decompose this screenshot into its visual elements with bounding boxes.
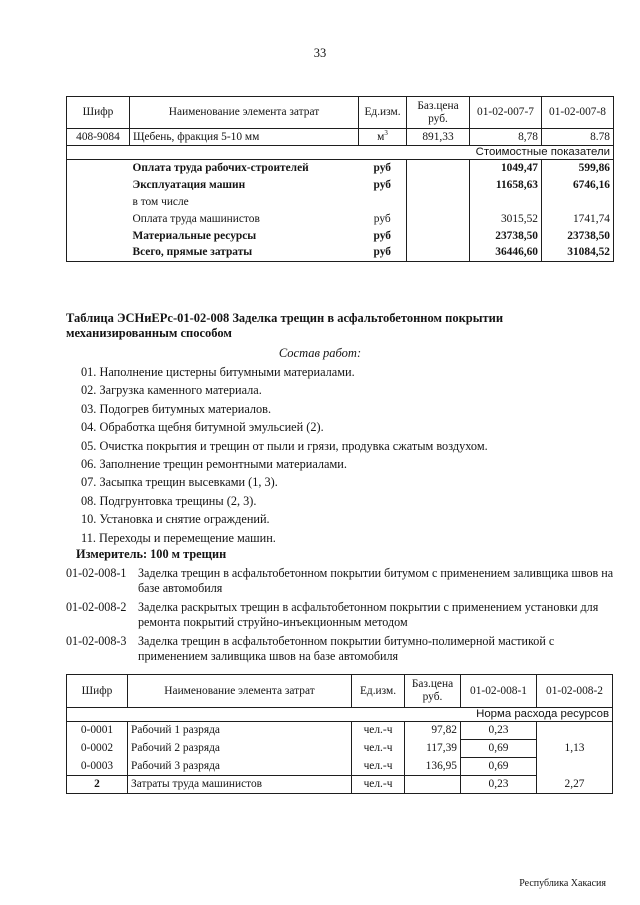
resource-value-col1: 0,69 (461, 758, 537, 776)
table-row (67, 776, 613, 794)
work-composition-list (81, 363, 488, 547)
summary-value-col1: 3015,52 (470, 211, 542, 228)
summary-name: в том числе (132, 195, 189, 208)
resource-base-price: 891,33 (407, 129, 470, 146)
summary-unit: руб (359, 160, 407, 177)
summary-value-col2: 1741,74 (542, 211, 614, 228)
unit-base: м (377, 130, 385, 143)
summary-row (67, 160, 614, 177)
list-item: 06. Заполнение трещин ремонтными материалами. (81, 456, 347, 471)
col-header-01-02-007-7: 01-02-007-7 (470, 97, 542, 129)
resource-name: Затраты труда машинистов (128, 776, 352, 794)
composition-heading: Состав работ: (278, 346, 362, 360)
section-caption-resource-norm: Норма расхода ресурсов (67, 708, 613, 722)
footer-region-name: Республика Хакасия (519, 878, 606, 889)
summary-value-col2: 599,86 (542, 160, 614, 177)
resource-name: Рабочий 2 разряда (128, 740, 352, 758)
table-row (67, 740, 613, 758)
resource-name: Щебень, фракция 5-10 мм (130, 129, 359, 146)
resource-value-col2: 2,27 (537, 776, 613, 794)
col-header-unit: Ед.изм. (359, 97, 407, 129)
norm-definition (66, 566, 618, 595)
list-item: 02. Загрузка каменного материала. (81, 383, 262, 398)
summary-value-col1 (470, 194, 542, 211)
summary-value-col2 (542, 194, 614, 211)
summary-value-col1: 23738,50 (470, 228, 542, 245)
table-header-row (67, 97, 614, 129)
resource-base-price: 97,82 (405, 722, 461, 740)
summary-unit (359, 194, 407, 211)
measurement-unit: Измеритель: 100 м трещин (76, 547, 227, 561)
col-header-01-02-007-8: 01-02-007-8 (542, 97, 614, 129)
resource-value-col1: 0,23 (461, 776, 537, 794)
workers-value-col2: 1,13 (537, 722, 613, 776)
list-item: 11. Переходы и перемещение машин. (81, 530, 276, 545)
summary-unit: руб (359, 211, 407, 228)
norm-description: Заделка трещин в асфальтобетонном покрытии битумно-полимерной мастикой с применением заливщика швов на базе автомобиля (138, 634, 555, 663)
summary-row (67, 194, 614, 211)
col-header-base-price: Баз.цена руб. (407, 97, 470, 129)
table-row (67, 758, 613, 776)
summary-name: Эксплуатация машин (132, 178, 246, 191)
summary-name: Материальные ресурсы (132, 229, 257, 242)
list-item: 08. Подгрунтовка трещины (2, 3). (81, 493, 257, 508)
resource-value-col1: 0,69 (461, 740, 537, 758)
summary-name: Оплата труда машинистов (132, 212, 260, 225)
resource-base-price (405, 776, 461, 794)
resource-unit: чел.-ч (352, 758, 405, 776)
resource-unit (359, 129, 407, 146)
summary-value-col1: 1049,47 (470, 160, 542, 177)
table-row (67, 722, 613, 740)
resource-value-col1: 8,78 (470, 129, 542, 146)
norm-description: Заделка трещин в асфальтобетонном покрытии битумом с применением заливщика швов на базе автомобиля (138, 566, 614, 595)
summary-name: Оплата труда рабочих-строителей (132, 161, 309, 174)
resource-code: 0-0001 (67, 722, 128, 740)
page-number: 33 (313, 46, 327, 60)
list-item: 03. Подогрев битумных материалов. (81, 401, 272, 416)
section-caption-row (67, 146, 614, 160)
table-header-row (67, 675, 613, 708)
list-item: 04. Обработка щебня битумной эмульсией (2). (81, 420, 324, 435)
summary-row (67, 211, 614, 228)
summary-value-col1: 11658,63 (470, 177, 542, 194)
resource-unit: чел.-ч (352, 740, 405, 758)
resource-name: Рабочий 1 разряда (128, 722, 352, 740)
norm-code: 01-02-008-1 (66, 566, 127, 580)
summary-row (67, 245, 614, 262)
norm-definition (66, 634, 618, 663)
col-header-unit: Ед.изм. (352, 675, 405, 708)
section-caption-row (67, 708, 613, 722)
list-item: 01. Наполнение цистерны битумными материалами. (81, 365, 355, 379)
resource-base-price: 117,39 (405, 740, 461, 758)
col-header-code: Шифр (67, 97, 130, 129)
col-header-name: Наименование элемента затрат (130, 97, 359, 129)
table-title: Таблица ЭСНиЕРс-01-02-008 Заделка трещин в асфальтобетонном покрытии механизированным способом (66, 311, 504, 340)
list-item: 07. Засыпка трещин высевками (1, 3). (81, 475, 278, 490)
resource-unit: чел.-ч (352, 776, 405, 794)
summary-unit: руб (359, 245, 407, 262)
norm-definitions (66, 566, 618, 668)
summary-value-col1: 36446,60 (470, 245, 542, 262)
resource-code: 0-0003 (67, 758, 128, 776)
summary-row (67, 228, 614, 245)
resource-code: 408-9084 (67, 129, 130, 146)
resource-base-price: 136,95 (405, 758, 461, 776)
cost-table-01-02-007 (66, 96, 614, 262)
table-row (67, 129, 614, 146)
unit-exponent: 3 (384, 128, 388, 137)
summary-value-col2: 6746,16 (542, 177, 614, 194)
col-header-01-02-008-1: 01-02-008-1 (461, 675, 537, 708)
norm-definition (66, 600, 618, 629)
norm-code: 01-02-008-3 (66, 634, 127, 648)
summary-name: Всего, прямые затраты (130, 245, 359, 262)
col-header-code: Шифр (67, 675, 128, 708)
resource-name: Рабочий 3 разряда (128, 758, 352, 776)
col-header-name: Наименование элемента затрат (128, 675, 352, 708)
resource-value-col2: 8.78 (542, 129, 614, 146)
summary-value-col2: 31084,52 (542, 245, 614, 262)
summary-unit: руб (359, 228, 407, 245)
list-item: 05. Очистка покрытия и трещин от пыли и грязи, продувка сжатым воздухом. (81, 438, 488, 453)
resource-table-01-02-008 (66, 674, 613, 794)
summary-unit: руб (359, 177, 407, 194)
col-header-01-02-008-2: 01-02-008-2 (537, 675, 613, 708)
resource-code: 2 (67, 776, 128, 794)
resource-code: 0-0002 (67, 740, 128, 758)
col-header-base-price: Баз.цена руб. (405, 675, 461, 708)
summary-row (67, 177, 614, 194)
section-caption-cost-indicators: Стоимостные показатели (67, 146, 614, 160)
norm-code: 01-02-008-2 (66, 600, 127, 614)
resource-value-col1: 0,23 (461, 722, 537, 740)
summary-value-col2: 23738,50 (542, 228, 614, 245)
resource-unit: чел.-ч (352, 722, 405, 740)
norm-description: Заделка раскрытых трещин в асфальтобетонном покрытии с применением установки для ремонта покрытий струйно-инъекционным методом (138, 600, 599, 629)
list-item: 10. Установка и снятие ограждений. (81, 512, 270, 527)
